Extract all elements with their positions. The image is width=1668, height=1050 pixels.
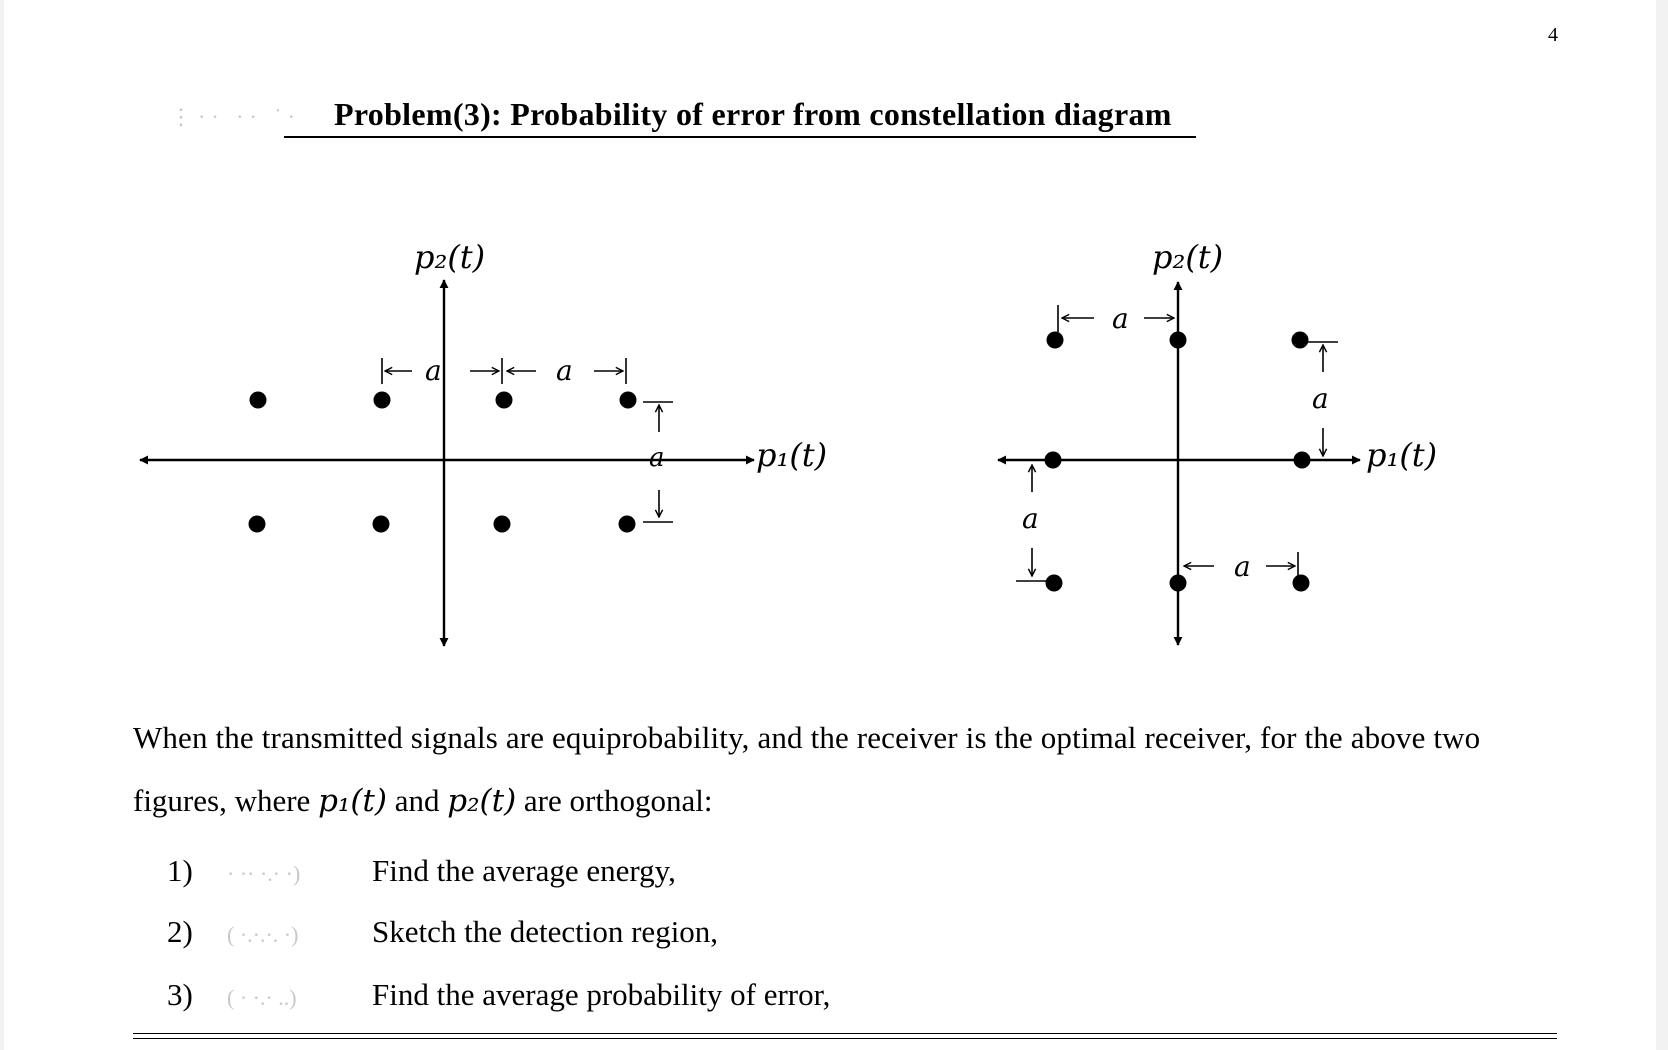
dim-label: a	[1312, 382, 1329, 415]
left-constellation	[140, 238, 827, 646]
signal-point	[1294, 452, 1311, 469]
paragraph-text: are orthogonal:	[516, 783, 713, 818]
signal-point	[374, 392, 391, 409]
signal-point	[1170, 575, 1187, 592]
faded-marks: ⋮·· ·· ˙·	[170, 104, 301, 129]
list-text: Find the average probability of error,	[372, 977, 831, 1012]
faded-marks: ( · ·.· ..)	[227, 985, 297, 1010]
bottom-rule	[133, 1038, 1557, 1039]
math-var-p1: p₁(t)	[318, 783, 387, 819]
page-number: 4	[1548, 24, 1558, 46]
list-item	[167, 977, 830, 1013]
page	[4, 0, 1656, 1050]
signal-point	[1047, 332, 1064, 349]
right-x-axis-label: p₁(t)	[1366, 436, 1438, 474]
left-x-axis-label: p₁(t)	[756, 436, 828, 474]
signal-point	[1045, 452, 1062, 469]
faded-marks: · ·· ·.· ·)	[227, 861, 301, 886]
signal-point	[619, 516, 636, 533]
dim-label: a	[556, 354, 573, 387]
dim-label: a	[1234, 550, 1251, 583]
signal-point	[620, 392, 637, 409]
signal-point	[496, 392, 513, 409]
signal-point	[1293, 575, 1310, 592]
list-number: 3)	[167, 977, 193, 1012]
constellation-figures	[4, 0, 1656, 680]
bottom-rule	[133, 1033, 1557, 1034]
problem-title: Problem(3): Probability of error from constellation diagram	[334, 96, 1172, 132]
signal-point	[1046, 575, 1063, 592]
signal-point	[250, 392, 267, 409]
paragraph-line-1: When the transmitted signals are equiprobability, and the receiver is the optimal receiver, for the above two	[133, 720, 1481, 755]
dim-label: a	[649, 443, 665, 473]
list-text: Find the average energy,	[372, 853, 676, 888]
signal-point	[1292, 332, 1309, 349]
signal-point	[249, 516, 266, 533]
dim-label: a	[1022, 502, 1039, 535]
list-number: 1)	[167, 853, 193, 888]
dim-label: a	[425, 354, 442, 387]
signal-point	[494, 516, 511, 533]
paragraph-text: figures, where	[133, 783, 319, 818]
paragraph-line-2	[133, 783, 1553, 819]
list-number: 2)	[167, 914, 193, 949]
math-var-p2: p₂(t)	[447, 783, 517, 819]
paragraph-text: and	[386, 783, 448, 818]
right-constellation	[998, 238, 1437, 645]
signal-point	[373, 516, 390, 533]
list-item	[167, 853, 676, 889]
left-y-axis-label: p₂(t)	[414, 238, 486, 276]
right-y-axis-label: p₂(t)	[1152, 238, 1224, 276]
faded-marks: ( ·.·.·. ·)	[227, 922, 299, 947]
signal-point	[1170, 332, 1187, 349]
list-item	[167, 914, 718, 950]
dim-label: a	[1112, 302, 1129, 335]
list-text: Sketch the detection region,	[372, 914, 719, 949]
